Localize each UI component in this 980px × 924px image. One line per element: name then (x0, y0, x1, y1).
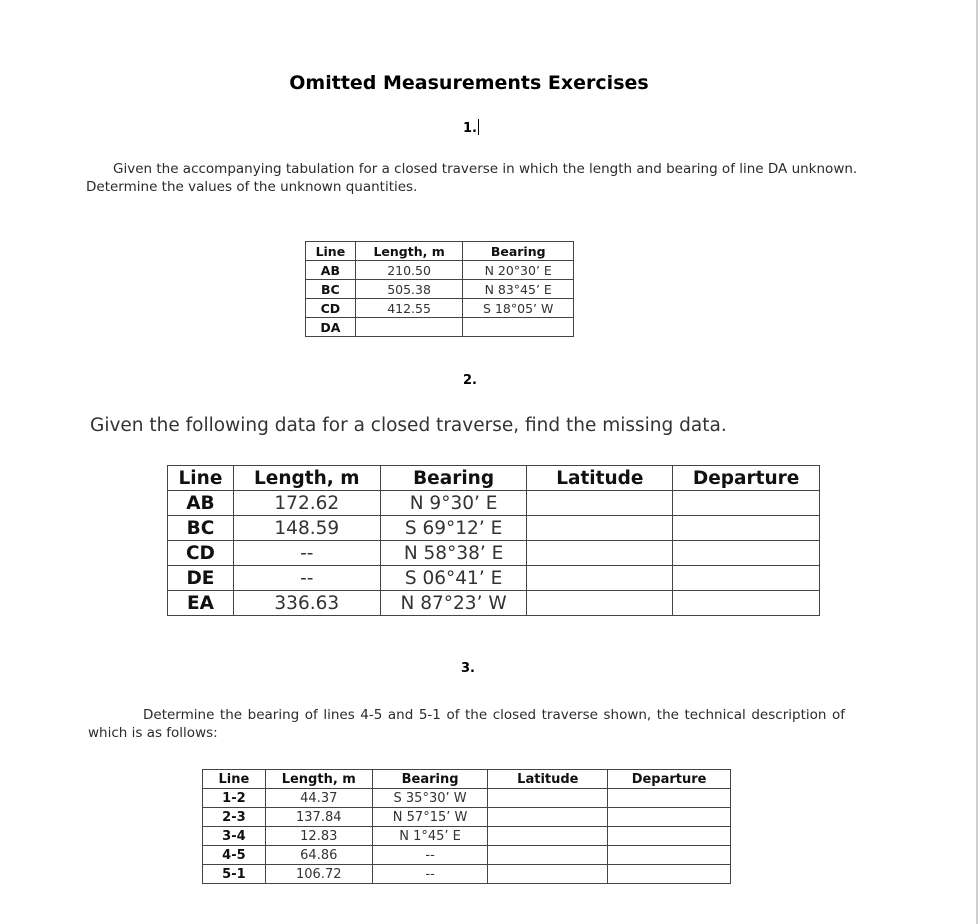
length-cell: -- (233, 566, 380, 591)
table-row (203, 827, 731, 846)
latitude-cell (488, 827, 608, 846)
length-cell (355, 318, 463, 337)
latitude-cell (527, 591, 673, 616)
length-cell: 210.50 (355, 261, 463, 280)
exercise-1-text: Given the accompanying tabulation for a closed traverse in which the length and bearing of line DA unknown. Determine the values of the unknown quantities. (86, 161, 858, 195)
column-header: Departure (673, 466, 820, 491)
column-header: Line (203, 770, 266, 789)
latitude-cell (488, 789, 608, 808)
bearing-cell: -- (372, 865, 488, 884)
length-cell: -- (233, 541, 380, 566)
exercise-2-number: 2. (463, 373, 477, 388)
length-cell: 148.59 (233, 516, 380, 541)
length-cell: 106.72 (265, 865, 372, 884)
page-title: Omitted Measurements Exercises (289, 72, 649, 94)
line-cell: 5-1 (203, 865, 266, 884)
table-row (203, 808, 731, 827)
length-cell: 12.83 (265, 827, 372, 846)
exercise-1-table (305, 241, 574, 337)
departure-cell (608, 789, 731, 808)
table-row (306, 299, 574, 318)
length-cell: 336.63 (233, 591, 380, 616)
departure-cell (673, 491, 820, 516)
exercise-3-table (202, 769, 731, 884)
column-header: Bearing (463, 242, 574, 261)
departure-cell (608, 846, 731, 865)
bearing-cell: S 06°41’ E (380, 566, 527, 591)
line-cell: AB (306, 261, 356, 280)
exercise-3-number: 3. (461, 661, 475, 676)
table-row (168, 566, 820, 591)
departure-cell (608, 865, 731, 884)
length-cell: 172.62 (233, 491, 380, 516)
line-cell: 4-5 (203, 846, 266, 865)
line-cell: BC (168, 516, 234, 541)
column-header: Latitude (488, 770, 608, 789)
table-header-row (203, 770, 731, 789)
bearing-cell: N 20°30’ E (463, 261, 574, 280)
length-cell: 412.55 (355, 299, 463, 318)
departure-cell (608, 827, 731, 846)
exercise-1-number-text: 1. (463, 121, 477, 136)
bearing-cell: N 58°38’ E (380, 541, 527, 566)
table-row (168, 541, 820, 566)
table-row (203, 789, 731, 808)
column-header: Bearing (372, 770, 488, 789)
bearing-cell: N 1°45’ E (372, 827, 488, 846)
column-header: Departure (608, 770, 731, 789)
length-cell: 44.37 (265, 789, 372, 808)
latitude-cell (488, 865, 608, 884)
line-cell: AB (168, 491, 234, 516)
table-header-row (168, 466, 820, 491)
table-row (203, 846, 731, 865)
line-cell: EA (168, 591, 234, 616)
line-cell: 1-2 (203, 789, 266, 808)
column-header: Latitude (527, 466, 673, 491)
departure-cell (673, 566, 820, 591)
bearing-cell: S 69°12’ E (380, 516, 527, 541)
table-row (168, 516, 820, 541)
column-header: Length, m (233, 466, 380, 491)
exercise-2-table (167, 465, 820, 616)
line-cell: 2-3 (203, 808, 266, 827)
line-cell: DE (168, 566, 234, 591)
bearing-cell: N 57°15’ W (372, 808, 488, 827)
departure-cell (673, 516, 820, 541)
line-cell: DA (306, 318, 356, 337)
exercise-1-number (463, 119, 479, 136)
table-row (168, 591, 820, 616)
table-row (306, 280, 574, 299)
table-row (306, 318, 574, 337)
latitude-cell (488, 808, 608, 827)
line-cell: CD (168, 541, 234, 566)
latitude-cell (527, 516, 673, 541)
bearing-cell: N 87°23’ W (380, 591, 527, 616)
length-cell: 137.84 (265, 808, 372, 827)
bearing-cell: N 83°45’ E (463, 280, 574, 299)
bearing-cell: S 18°05’ W (463, 299, 574, 318)
bearing-cell (463, 318, 574, 337)
latitude-cell (488, 846, 608, 865)
line-cell: CD (306, 299, 356, 318)
page-edge-divider (976, 0, 978, 924)
table-row (306, 261, 574, 280)
latitude-cell (527, 491, 673, 516)
column-header: Length, m (265, 770, 372, 789)
latitude-cell (527, 541, 673, 566)
column-header: Bearing (380, 466, 527, 491)
bearing-cell: -- (372, 846, 488, 865)
table-header-row (306, 242, 574, 261)
length-cell: 505.38 (355, 280, 463, 299)
text-cursor (478, 119, 479, 135)
column-header: Line (168, 466, 234, 491)
table-row (203, 865, 731, 884)
latitude-cell (527, 566, 673, 591)
departure-cell (673, 591, 820, 616)
exercise-3-text: Determine the bearing of lines 4-5 and 5-1 of the closed traverse shown, the technical description of which is as follows: (88, 707, 845, 741)
line-cell: 3-4 (203, 827, 266, 846)
bearing-cell: S 35°30’ W (372, 789, 488, 808)
length-cell: 64.86 (265, 846, 372, 865)
column-header: Line (306, 242, 356, 261)
exercise-2-text: Given the following data for a closed traverse, find the missing data. (90, 415, 727, 436)
table-row (168, 491, 820, 516)
departure-cell (673, 541, 820, 566)
column-header: Length, m (355, 242, 463, 261)
line-cell: BC (306, 280, 356, 299)
departure-cell (608, 808, 731, 827)
bearing-cell: N 9°30’ E (380, 491, 527, 516)
